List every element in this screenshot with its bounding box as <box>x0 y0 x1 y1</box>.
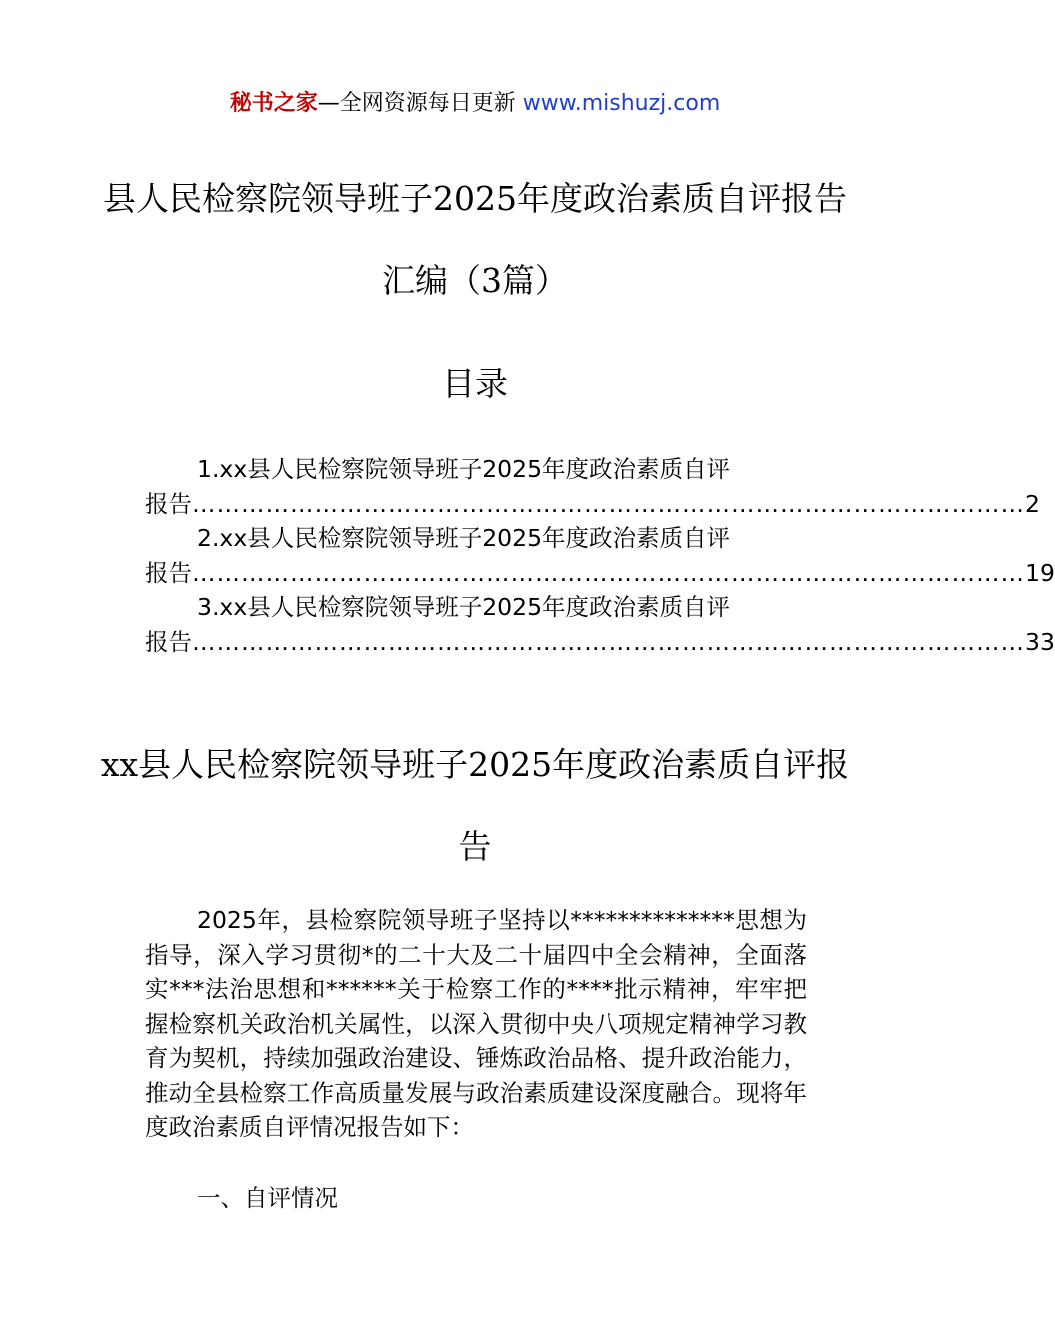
site-brand: 秘书之家 <box>229 91 318 116</box>
toc-leader-dots: ………………………………………………………………………………………… <box>192 558 1025 587</box>
toc-entry-title: 3.xx县人民检察院领导班子2025年度政治素质自评 <box>197 593 731 621</box>
body-paragraph: 2025年，县检察院领导班子坚持以**************思想为指导，深入学习贯彻*的二十大及二十届四中全会精神，全面落实***法治思想和******关于检察工作的****批示精神，牢牢把握检察机关政治机关属性，以深入贯彻中央八项规定精神学习教育为契机，持续加强政治建设、锤炼政治品格、提升政治能力，推动全县检察工作高质量发展与政治素质建设深度融合。现将年度政治素质自评情况报告如下： <box>145 906 807 1141</box>
toc-entry-2[interactable] <box>145 521 1055 590</box>
toc-page-number: 33 <box>1025 627 1055 656</box>
toc-heading: 目录 <box>442 364 508 403</box>
toc-entry-title: 1.xx县人民检察院领导班子2025年度政治素质自评 <box>197 455 731 483</box>
document-title: 县人民检察院领导班子2025年度政治素质自评报告汇编（3篇） <box>103 179 847 300</box>
site-header <box>0 88 950 120</box>
toc-entry-title-continued: 报告 <box>145 558 192 587</box>
section-title: xx县人民检察院领导班子2025年度政治素质自评报告 <box>100 745 850 866</box>
section-subheading: 一、自评情况 <box>197 1184 338 1212</box>
toc-entry-title-continued: 报告 <box>145 489 192 518</box>
toc-entry-title-continued: 报告 <box>145 627 192 656</box>
toc-page-number: 2 <box>1025 489 1040 518</box>
table-of-contents <box>145 452 1055 659</box>
toc-entry-3[interactable] <box>145 590 1055 659</box>
toc-leader-dots: ………………………………………………………………………………………… <box>192 489 1025 518</box>
toc-page-number: 19 <box>1025 558 1055 587</box>
toc-leader-dots: ………………………………………………………………………………………… <box>192 627 1025 656</box>
toc-entry-1[interactable] <box>145 452 1040 521</box>
site-tagline: —全网资源每日更新 <box>317 91 523 116</box>
toc-entry-title: 2.xx县人民检察院领导班子2025年度政治素质自评 <box>197 524 731 552</box>
site-url-link[interactable]: www.mishuzj.com <box>522 91 721 116</box>
